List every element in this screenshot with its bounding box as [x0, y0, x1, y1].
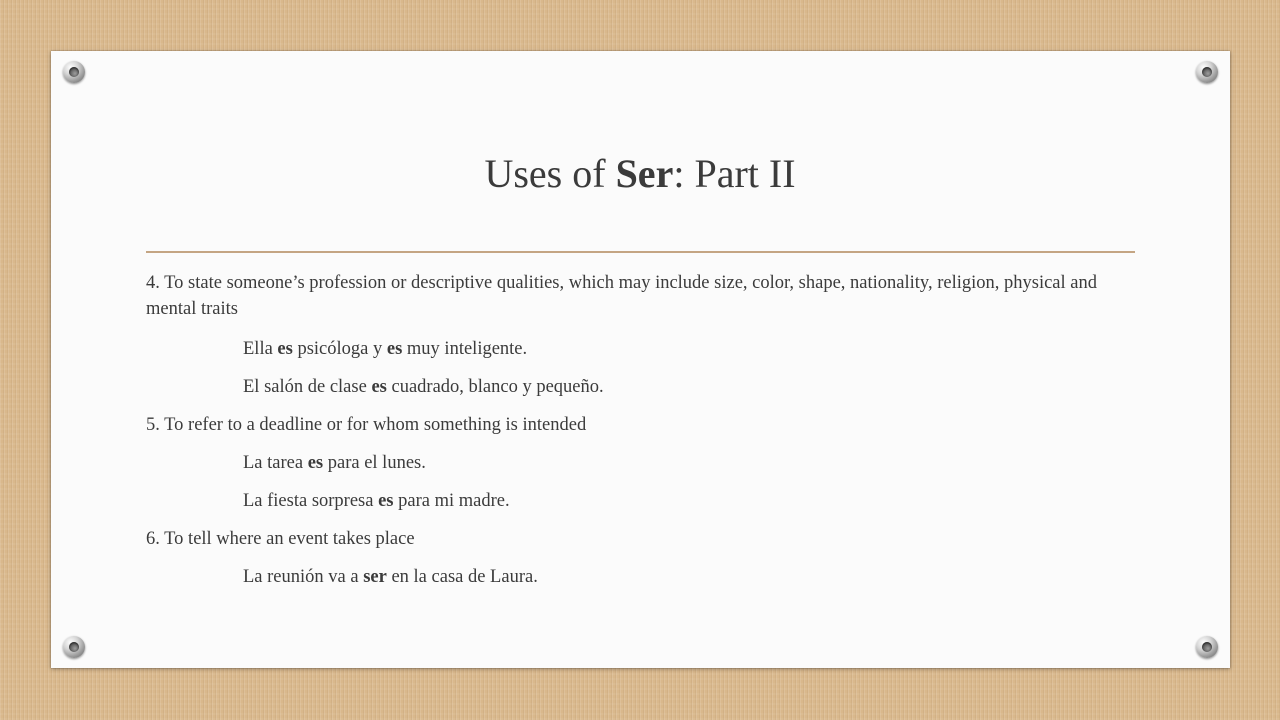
example-line: Ella es psicóloga y es muy inteligente. — [243, 339, 528, 359]
example-line: La reunión va a ser en la casa de Laura. — [243, 567, 538, 587]
example-line: La tarea es para el lunes. — [243, 453, 426, 473]
item-5-text: 5. To refer to a deadline or for whom something is intended — [146, 415, 587, 435]
item-6-text: 6. To tell where an event takes place — [146, 529, 415, 549]
title-divider — [146, 251, 1135, 253]
grommet-icon — [1196, 61, 1218, 83]
grommet-icon — [63, 636, 85, 658]
grommet-icon — [63, 61, 85, 83]
slide-title: Uses of Ser: Part II — [484, 151, 796, 196]
grommet-icon — [1196, 636, 1218, 658]
slide-body — [146, 270, 1136, 602]
example-line: El salón de clase es cuadrado, blanco y pequeño. — [243, 377, 604, 397]
item-4-text: 4. To state someone’s profession or descriptive qualities, which may include size, color, shape, nationality, religion, physical and mental traits — [146, 273, 1097, 319]
example-line: La fiesta sorpresa es para mi madre. — [243, 491, 510, 511]
